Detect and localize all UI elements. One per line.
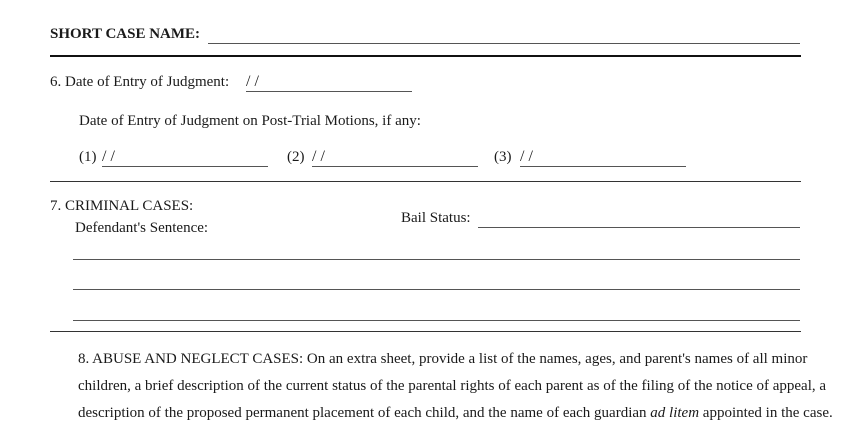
date-of-entry-label: 6. Date of Entry of Judgment: [50, 74, 230, 90]
short-case-name-field[interactable] [208, 25, 800, 44]
date-separator: / [110, 148, 115, 165]
motion-2-date-field[interactable] [312, 148, 478, 167]
date-separator: / [520, 148, 525, 165]
date-separator: / [320, 148, 325, 165]
date-of-entry-field[interactable] [246, 73, 412, 92]
post-trial-label: Date of Entry of Judgment on Post-Trial Motions, if any: [79, 113, 421, 129]
abuse-neglect-text-end: appointed in the case. [699, 405, 833, 421]
defendant-sentence-label: Defendant's Sentence: [75, 220, 209, 236]
date-separator: / [312, 148, 317, 165]
sentence-line-2[interactable] [73, 289, 800, 290]
section-divider [50, 181, 801, 182]
motion-1-label: (1) [79, 149, 97, 165]
date-separator: / [102, 148, 107, 165]
motion-3-date-field[interactable] [520, 148, 686, 167]
section-divider [50, 331, 801, 332]
bail-status-field[interactable] [478, 209, 800, 228]
motion-3-label: (3) [494, 149, 512, 165]
sentence-line-3[interactable] [73, 320, 800, 321]
ad-litem-italic: ad litem [650, 405, 700, 421]
date-separator: / [254, 73, 259, 90]
header-divider [50, 55, 801, 57]
sentence-line-1[interactable] [73, 259, 800, 260]
abuse-neglect-paragraph [50, 346, 843, 427]
abuse-neglect-text: 8. ABUSE AND NEGLECT CASES: On an extra sheet, provide a list of the names, ages, and parent's names of all minor children, a brief description of the current status of the parental rights of each parent as of the filing of the notice of appeal, a description of the proposed permanent placement of each child, and the name of each guardian [78, 351, 827, 421]
motion-2-label: (2) [287, 149, 305, 165]
criminal-cases-label: 7. CRIMINAL CASES: [50, 198, 194, 214]
date-separator: / [528, 148, 533, 165]
bail-status-label: Bail Status: [401, 210, 471, 226]
motion-1-date-field[interactable] [102, 148, 268, 167]
date-separator: / [246, 73, 251, 90]
short-case-name-label: SHORT CASE NAME: [50, 26, 201, 42]
